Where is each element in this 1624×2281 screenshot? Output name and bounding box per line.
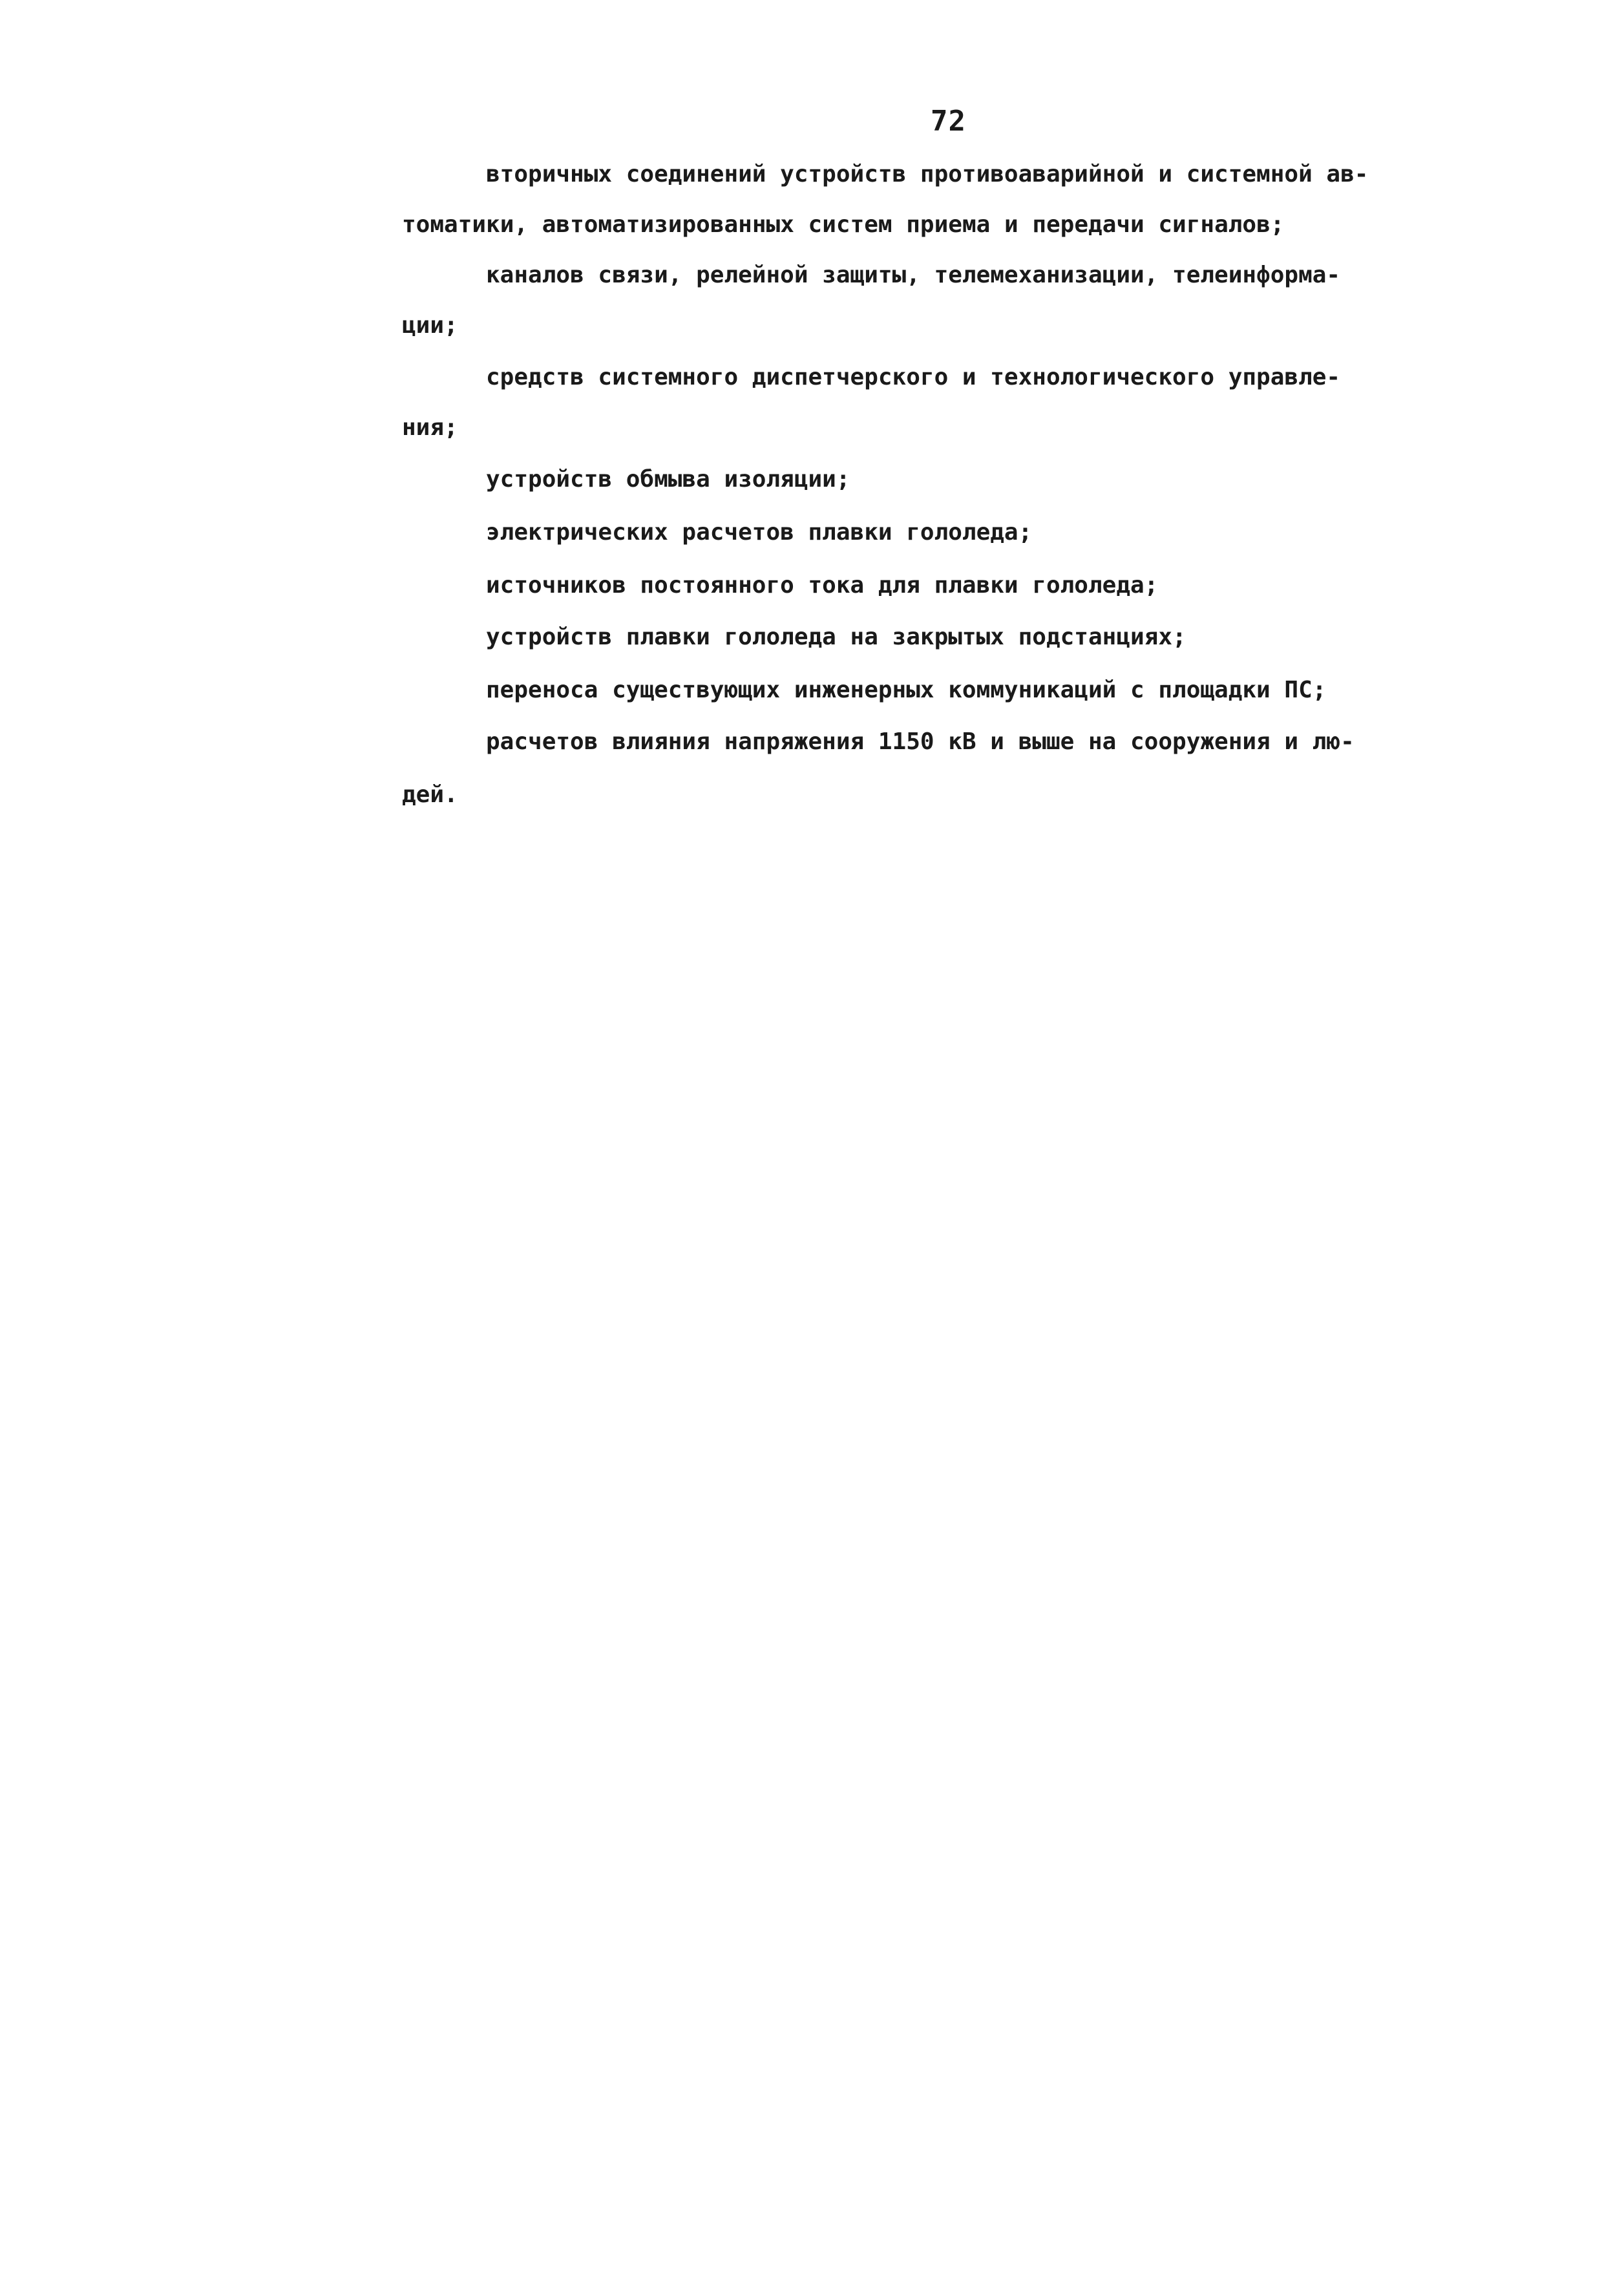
text-line: дей. bbox=[402, 781, 458, 808]
text-line: вторичных соединений устройств противоаварийной и системной ав- bbox=[486, 161, 1369, 187]
text-line: ции; bbox=[402, 312, 458, 339]
page-number: 72 bbox=[931, 105, 966, 138]
text-line: электрических расчетов плавки гололеда; bbox=[486, 519, 1033, 546]
text-line: устройств обмыва изоляции; bbox=[486, 466, 850, 493]
text-line: расчетов влияния напряжения 1150 кВ и выше на сооружения и лю- bbox=[486, 728, 1355, 755]
text-line: средств системного диспетчерского и технологического управле- bbox=[486, 364, 1341, 390]
text-line: переноса существующих инженерных коммуникаций с площадки ПС; bbox=[486, 677, 1327, 703]
text-line: источников постоянного тока для плавки гололеда; bbox=[486, 572, 1159, 599]
text-line: устройств плавки гололеда на закрытых подстанциях; bbox=[486, 624, 1186, 650]
text-line: томатики, автоматизированных систем приема и передачи сигналов; bbox=[402, 211, 1285, 238]
text-line: каналов связи, релейной защиты, телемеханизации, телеинформа- bbox=[486, 262, 1341, 288]
text-line: ния; bbox=[402, 414, 458, 441]
